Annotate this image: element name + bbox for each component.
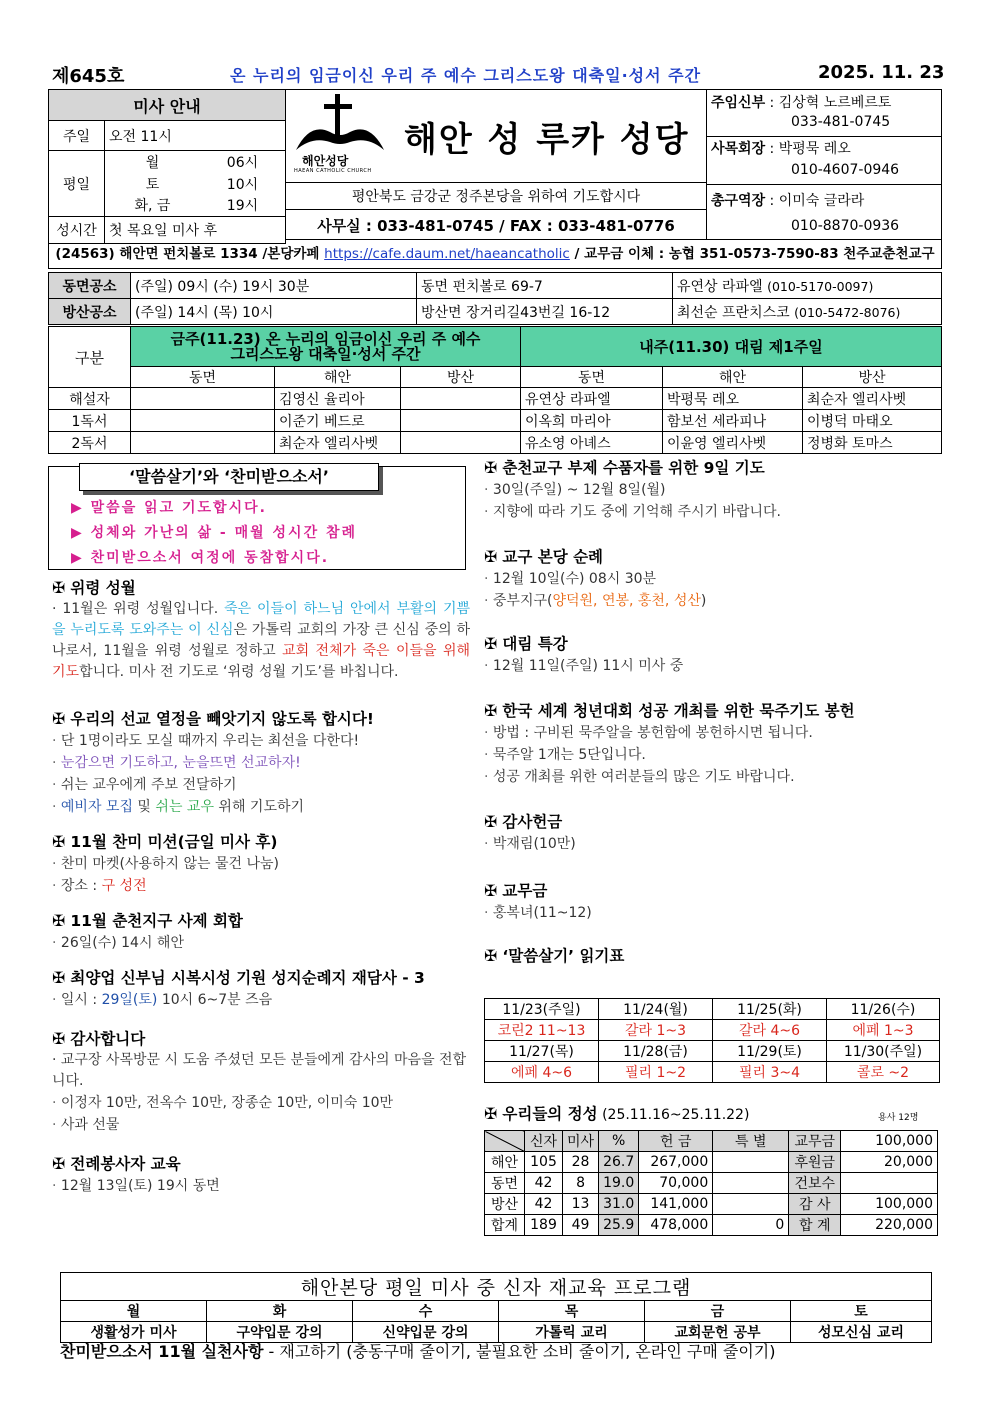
role-name: 2독서 [49,432,131,454]
offering-cell: 42 [525,1173,563,1194]
offering-cell: 합 계 [789,1215,841,1236]
list-item: · 단 1명이라도 모실 때까지 우리는 최선을 다한다! [52,730,470,752]
section-title: ✠ 대림 특강 [484,635,568,653]
station-name: 방산공소 [49,299,131,325]
issue-theme: 온 누리의 임금이신 우리 주 예수 그리스도왕 대축일·성서 주간 [230,66,702,85]
footer-rest: - 재고하기 (충동구매 줄이기, 불필요한 소비 줄이기, 온라인 구매 줄이기) [263,1342,776,1361]
prayer-intention: 평안북도 금강군 정주본당을 위하여 기도합시다 [286,182,706,210]
offering-header: 미사 [563,1131,599,1152]
offering-cell [713,1173,789,1194]
section-title: ✠ ‘말씀살기’ 읽기표 [484,947,625,965]
list-item: · 12월 10일(수) 08시 30분 [484,568,942,590]
list-item: · 지향에 따라 기도 중에 기억해 주시기 바랍니다. [484,501,942,523]
section-body: · 11월은 위령 성월입니다. 죽은 이들이 하느님 안에서 부활의 기쁨을 누리도록 도와주는 이 신심은 가톨릭 교회의 가장 큰 신심 중의 하나로서, 11월을 위령 성월로 정하고 교회 전체가 죽은 이들을 위해 기도합니다. 미사 전 기도로 ‘위령 성월 기도’를 바칩니다. [52,601,471,680]
region-phone: 010-8870-0936 [791,218,900,234]
offering-cell [713,1152,789,1173]
right-column [484,458,942,967]
list-item: · 12월 11일(주일) 11시 미사 중 [484,655,942,677]
reading-date: 11/28(금) [599,1041,713,1062]
station-address: 동면 펀치볼로 69-7 [417,273,673,299]
motto-item: ▶ 찬미받으소서 여정에 동참합시다. [71,550,330,566]
offering-cell: 방산 [485,1194,525,1215]
role-cell: 유소영 아녜스 [521,432,663,454]
this-week-title: 금주(11.23) 온 누리의 임금이신 우리 주 예수 그리스도왕 대축일·성서 주간 [131,327,521,367]
role-cell: 박평묵 레오 [663,388,803,410]
offering-cell: 141,000 [639,1194,713,1215]
role-cell: 이옥희 마리아 [521,410,663,432]
footer-note [60,1339,776,1362]
offering-header: % [599,1131,639,1152]
table-row [485,1173,938,1194]
address-suffix: / 교무금 이체 : 농협 351-0573-7590-83 천주교춘천교구 [569,246,935,262]
cafe-link[interactable]: https://cafe.daum.net/haeancatholic [324,246,570,262]
role-name: 해설자 [49,388,131,410]
table-row [49,410,942,432]
offering-cell: 267,000 [639,1152,713,1173]
next-week-title: 내주(11.30) 대림 제1주일 [521,327,942,367]
role-name: 1독서 [49,410,131,432]
issue-number: 제645호 [52,66,125,87]
office-contact: 사무실 : 033-481-0745 / FAX : 033-481-0776 [317,217,675,235]
list-item: · 12월 13일(토) 19시 동면 [52,1175,470,1197]
liturgy-roles-table [48,326,942,454]
offering-cell: 26.7 [599,1152,639,1173]
program-table [60,1272,932,1343]
reading-date: 11/25(화) [713,999,827,1020]
region-label: 총구역장 [711,193,766,209]
motto-item: ▶ 성체와 가난의 삶 - 매월 성시간 참례 [71,525,358,541]
program-day: 목 [499,1301,645,1322]
offering-cell: 후원금 [789,1152,841,1173]
motto-title: ‘말씀살기’와 ‘찬미받으소서’ [79,463,379,491]
reading-date: 11/29(토) [713,1041,827,1062]
address-line [48,240,942,269]
offering-cell: 31.0 [599,1194,639,1215]
station-contact-phone: (010-5170-0097) [767,278,874,294]
roles-label: 구분 [49,327,131,388]
left-column [52,578,470,1197]
list-item: · 성공 개최를 위한 여러분들의 많은 기도 바랍니다. [484,766,942,788]
offering-header: 100,000 [841,1131,938,1152]
reading-date: 11/30(주일) [827,1041,940,1062]
list-item: · 예비자 모집 및 쉬는 교우 위해 기도하기 [52,796,470,818]
roles-column-header: 동면 [521,367,663,388]
section-title: ✠ 춘천교구 부제 수품자를 위한 9일 기도 [484,459,765,477]
table-row [485,1152,938,1173]
list-item: · 눈감으면 기도하고, 눈을뜨면 선교하자! [52,752,470,774]
offering-cell: 동면 [485,1173,525,1194]
reading-text: 에페 4~6 [485,1062,599,1083]
table-row [485,1194,938,1215]
stations-table [48,272,942,325]
offering-cell: 28 [563,1152,599,1173]
list-item: · 홍복녀(11~12) [484,902,942,924]
section-title: ✠ 11월 찬미 미션(금일 미사 후) [52,833,278,851]
list-item: · 26일(수) 14시 해안 [52,932,470,954]
reading-date: 11/26(수) [827,999,940,1020]
station-name: 동면공소 [49,273,131,299]
role-cell: 김영신 율리아 [275,388,401,410]
section-title: ✠ 최양업 신부님 시복시성 기원 성지순례지 재담사 - 3 [52,969,425,987]
roles-column-header: 동면 [131,367,275,388]
program-day: 월 [61,1301,207,1322]
section-title: ✠ 위령 성월 [52,579,136,597]
section-title: ✠ 교구 본당 순례 [484,548,604,566]
footer-bold: 찬미받으소서 11월 실천사항 [60,1342,264,1361]
offering-cell: 13 [563,1194,599,1215]
pastor-phone: 033-481-0745 [791,114,891,130]
roles-column-header: 방산 [803,367,942,388]
program-day: 화 [207,1301,353,1322]
section-body: · 교구장 사목방문 시 도움 주셨던 모든 분들에게 감사의 마음을 전합니다. [52,1052,467,1089]
offering-note: 용사 12명 [878,1113,919,1123]
offering-header: 신자 [525,1131,563,1152]
council-phone: 010-4607-0946 [791,162,900,178]
issue-date: 2025. 11. 23 [818,62,945,83]
list-item: · 묵주알 1개는 5단입니다. [484,744,942,766]
weekday-label: 평일 [49,151,105,217]
table-row [49,432,942,454]
role-cell: 이윤영 엘리사벳 [663,432,803,454]
role-cell [131,432,275,454]
weekday-time: 10시 [200,173,286,195]
program-item: 성모신심 교리 [791,1322,932,1343]
church-name: 해안 성 루카 성당 [404,120,690,160]
motto-item: ▶ 말씀을 읽고 기도합시다. [71,500,267,516]
role-cell [401,388,521,410]
program-title: 해안본당 평일 미사 중 신자 재교육 프로그램 [61,1273,932,1301]
role-cell: 이준기 베드로 [275,410,401,432]
offering-cell: 합계 [485,1215,525,1236]
offering-cell: 8 [563,1173,599,1194]
reading-text: 코린2 11~13 [485,1020,599,1041]
program-day: 수 [353,1301,499,1322]
list-item: · 쉬는 교우에게 주보 전달하기 [52,774,470,796]
offering-cell: 25.9 [599,1215,639,1236]
adoration-time: 첫 목요일 미사 후 [105,217,286,244]
section-title: ✠ 감사합니다 [52,1030,146,1048]
weekday-day: 화, 금 [105,195,200,217]
weekday-day: 토 [105,173,200,195]
mass-info-table [48,89,286,244]
station-row [49,273,942,299]
station-time: (주일) 14시 (목) 10시 [131,299,417,325]
offering-cell: 70,000 [639,1173,713,1194]
offering-cell [713,1194,789,1215]
station-time: (주일) 09시 (수) 19시 30분 [131,273,417,299]
offering-cell: 건보수 [789,1173,841,1194]
offering-cell: 해안 [485,1152,525,1173]
roles-column-header: 해안 [275,367,401,388]
station-contact-name: 최선순 프란치스코 [677,304,790,321]
church-header-box [286,89,706,240]
list-item: · 이정자 10만, 전옥수 10만, 장종순 10만, 이미숙 10만 [52,1092,470,1114]
table-row [49,388,942,410]
weekday-day: 월 [105,151,200,173]
table-row [485,1215,938,1236]
church-logo-text: 해안성당 [302,154,349,168]
station-address: 방산면 장거리길43번길 16-12 [417,299,673,325]
council-label: 사목회장 [711,141,766,157]
reading-text: 필리 3~4 [713,1062,827,1083]
role-cell [401,410,521,432]
role-cell [131,410,275,432]
offering-title: ✠ 우리들의 정성 [484,1105,598,1123]
reading-date: 11/24(월) [599,999,713,1020]
offering-cell: 105 [525,1152,563,1173]
adoration-label: 성시간 [49,217,105,244]
role-cell [401,432,521,454]
role-cell: 유연상 라파엘 [521,388,663,410]
church-logo-subtext: HAEAN CATHOLIC CHURCH [294,168,372,174]
region-name: 이미숙 글라라 [778,193,865,209]
role-cell: 이병덕 마태오 [803,410,942,432]
reading-text: 갈라 4~6 [713,1020,827,1041]
station-contact-phone: (010-5472-8076) [794,304,901,320]
offering-cell: 19.0 [599,1173,639,1194]
offering-cell: 49 [563,1215,599,1236]
offering-cell [841,1173,938,1194]
motto-box [48,466,466,570]
council-name: 박평묵 레오 [778,141,851,157]
address-prefix: (24563) 해안면 펀치볼로 1334 /본당카페 [55,246,325,262]
offering-cell: 감 사 [789,1194,841,1215]
reading-text: 갈라 1~3 [599,1020,713,1041]
offering-cell: 20,000 [841,1152,938,1173]
roles-column-header: 방산 [401,367,521,388]
program-day: 토 [791,1301,932,1322]
role-cell: 최순자 엘리사벳 [803,388,942,410]
offering-cell: 189 [525,1215,563,1236]
offering-cell: 42 [525,1194,563,1215]
list-item: · 박재림(10만) [484,833,942,855]
offering-table [484,1130,938,1236]
role-cell: 함보선 세라피나 [663,410,803,432]
reading-text: 필리 1~2 [599,1062,713,1083]
list-item: · 일시 : 29일(토) 10시 6~7분 즈음 [52,989,470,1011]
offering-cell: 100,000 [841,1194,938,1215]
section-title: ✠ 한국 세계 청년대회 성공 개최를 위한 묵주기도 봉헌 [484,702,855,720]
list-item: · 찬미 마켓(사용하지 않는 물건 나눔) [52,853,470,875]
section-title: ✠ 11월 춘천지구 사제 회합 [52,912,243,930]
program-item: 교회문헌 공부 [645,1322,791,1343]
list-item: · 방법 : 구비된 묵주알을 봉헌함에 봉헌하시면 됩니다. [484,722,942,744]
program-item: 가톨릭 교리 [499,1322,645,1343]
weekday-time: 19시 [200,195,286,217]
offering-header: 특 별 [713,1131,789,1152]
list-item: · 30일(주일) ~ 12월 8일(월) [484,479,942,501]
staff-box: 주임신부 : 김상혁 노르베르토 033-481-0745 사목회장 : 박평묵 레오 010-4607-0946 총구역장 : 이미숙 글라라 010-8870-0936 [706,89,942,240]
offering-header: 교무금 [789,1131,841,1152]
list-item: · 중부지구(양덕원, 연봉, 홍천, 성산) [484,590,942,612]
program-item: 신약입문 강의 [353,1322,499,1343]
offering-header: 헌 금 [639,1131,713,1152]
reading-text: 에페 1~3 [827,1020,940,1041]
reading-date: 11/27(목) [485,1041,599,1062]
reading-date: 11/23(주일) [485,999,599,1020]
weekday-time: 06시 [200,151,286,173]
program-day: 금 [645,1301,791,1322]
role-cell: 정병화 토마스 [803,432,942,454]
pastor-name: 김상혁 노르베르토 [778,95,892,111]
station-contact-name: 유연상 라파엘 [677,278,763,295]
sunday-time: 오전 11시 [105,121,286,151]
offering-header [485,1131,525,1152]
offering-period: (25.11.16~25.11.22) [602,1107,750,1123]
role-cell [131,388,275,410]
sunday-label: 주일 [49,121,105,151]
section-title: ✠ 교무금 [484,882,548,900]
role-cell: 최순자 엘리사벳 [275,432,401,454]
section-title: ✠ 감사헌금 [484,813,563,831]
offering-cell: 220,000 [841,1215,938,1236]
program-item: 생활성가 미사 [61,1322,207,1343]
list-item: · 사과 선물 [52,1114,470,1136]
section-title: ✠ 전례봉사자 교육 [52,1155,181,1173]
offering-cell: 0 [713,1215,789,1236]
roles-column-header: 해안 [663,367,803,388]
reading-schedule-table [484,998,940,1083]
section-title: ✠ 우리의 선교 열정을 빼앗기지 않도록 합시다! [52,710,374,728]
reading-text: 콜로 ~2 [827,1062,940,1083]
offering-cell: 478,000 [639,1215,713,1236]
pastor-label: 주임신부 [711,95,766,111]
station-row [49,299,942,325]
program-item: 구약입문 강의 [207,1322,353,1343]
list-item: · 장소 : 구 성전 [52,875,470,897]
mass-info-title: 미사 안내 [49,90,286,121]
